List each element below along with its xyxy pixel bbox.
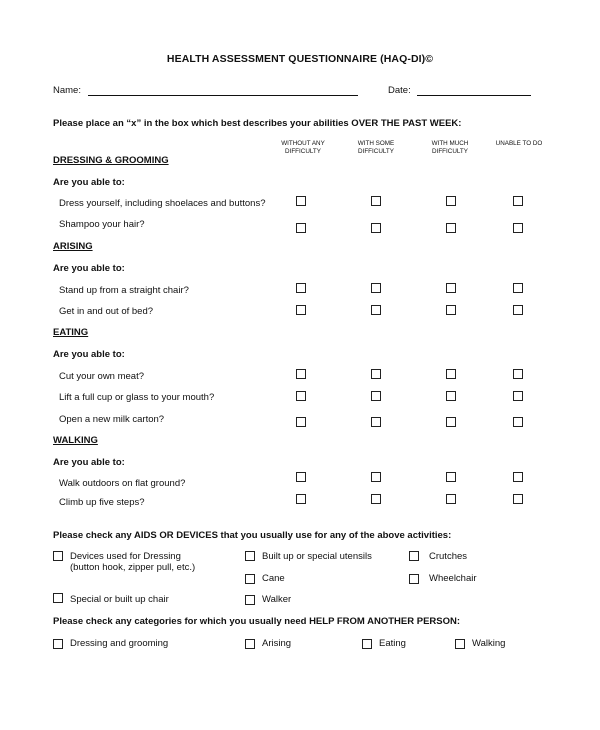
label-crutches: Crutches	[429, 551, 468, 562]
checkbox-much-difficulty[interactable]	[446, 283, 456, 293]
checkbox-without-difficulty[interactable]	[296, 391, 306, 401]
question-in-out-bed: Get in and out of bed?	[59, 306, 154, 317]
checkbox-help-walking[interactable]	[455, 639, 465, 649]
name-label: Name:	[53, 85, 81, 96]
checkbox-much-difficulty[interactable]	[446, 369, 456, 379]
question-shampoo-hair: Shampoo your hair?	[59, 219, 145, 230]
checkbox-without-difficulty[interactable]	[296, 494, 306, 504]
checkbox-some-difficulty[interactable]	[371, 305, 381, 315]
question-stand-up: Stand up from a straight chair?	[59, 285, 189, 296]
help-prompt: Please check any categories for which you usually need HELP FROM ANOTHER PERSON:	[53, 616, 461, 627]
aids-prompt: Please check any AIDS OR DEVICES that you usually use for any of the above activities:	[53, 530, 452, 541]
checkbox-cane[interactable]	[245, 574, 255, 584]
checkbox-much-difficulty[interactable]	[446, 494, 456, 504]
checkbox-without-difficulty[interactable]	[296, 305, 306, 315]
checkbox-unable[interactable]	[513, 494, 523, 504]
checkbox-some-difficulty[interactable]	[371, 472, 381, 482]
label-wheelchair: Wheelchair	[429, 573, 477, 584]
checkbox-without-difficulty[interactable]	[296, 283, 306, 293]
checkbox-much-difficulty[interactable]	[446, 196, 456, 206]
name-field[interactable]	[88, 95, 358, 96]
question-dress-yourself: Dress yourself, including shoelaces and buttons?	[59, 198, 266, 209]
question-lift-cup: Lift a full cup or glass to your mouth?	[59, 392, 215, 403]
section-prompt: Are you able to:	[53, 349, 125, 360]
checkbox-unable[interactable]	[513, 417, 523, 427]
checkbox-unable[interactable]	[513, 391, 523, 401]
checkbox-crutches[interactable]	[409, 551, 419, 561]
checkbox-walker[interactable]	[245, 595, 255, 605]
label-dressing-devices: Devices used for Dressing	[70, 551, 181, 562]
column-header-unable: UNABLE TO DO	[495, 140, 543, 147]
checkbox-some-difficulty[interactable]	[371, 196, 381, 206]
section-title-eating: EATING	[53, 327, 89, 338]
checkbox-much-difficulty[interactable]	[446, 391, 456, 401]
checkbox-some-difficulty[interactable]	[371, 417, 381, 427]
section-prompt: Are you able to:	[53, 457, 125, 468]
label-cane: Cane	[262, 573, 285, 584]
checkbox-dressing-devices[interactable]	[53, 551, 63, 561]
question-climb-steps: Climb up five steps?	[59, 497, 145, 508]
checkbox-much-difficulty[interactable]	[446, 417, 456, 427]
section-title-arising: ARISING	[53, 241, 93, 252]
checkbox-help-eating[interactable]	[362, 639, 372, 649]
section-title-walking: WALKING	[53, 435, 98, 446]
checkbox-utensils[interactable]	[245, 551, 255, 561]
section-prompt: Are you able to:	[53, 177, 125, 188]
checkbox-without-difficulty[interactable]	[296, 417, 306, 427]
page-title: HEALTH ASSESSMENT QUESTIONNAIRE (HAQ-DI)©	[166, 53, 434, 65]
checkbox-unable[interactable]	[513, 196, 523, 206]
checkbox-without-difficulty[interactable]	[296, 369, 306, 379]
checkbox-special-chair[interactable]	[53, 593, 63, 603]
checkbox-without-difficulty[interactable]	[296, 472, 306, 482]
checkbox-some-difficulty[interactable]	[371, 391, 381, 401]
section-prompt: Are you able to:	[53, 263, 125, 274]
date-label: Date:	[388, 85, 411, 96]
checkbox-some-difficulty[interactable]	[371, 223, 381, 233]
date-field[interactable]	[417, 95, 531, 96]
label-walker: Walker	[262, 594, 292, 605]
question-milk-carton: Open a new milk carton?	[59, 414, 165, 425]
question-walk-outdoors: Walk outdoors on flat ground?	[59, 478, 186, 489]
checkbox-some-difficulty[interactable]	[371, 283, 381, 293]
checkbox-help-dressing[interactable]	[53, 639, 63, 649]
checkbox-help-arising[interactable]	[245, 639, 255, 649]
checkbox-unable[interactable]	[513, 305, 523, 315]
checkbox-without-difficulty[interactable]	[296, 223, 306, 233]
checkbox-unable[interactable]	[513, 223, 523, 233]
label-utensils: Built up or special utensils	[262, 551, 372, 562]
checkbox-wheelchair[interactable]	[409, 574, 419, 584]
checkbox-unable[interactable]	[513, 283, 523, 293]
checkbox-unable[interactable]	[513, 472, 523, 482]
label-special-chair: Special or built up chair	[70, 594, 169, 605]
checkbox-much-difficulty[interactable]	[446, 472, 456, 482]
section-title-dressing: DRESSING & GROOMING	[53, 155, 169, 166]
instruction-text: Please place an “x” in the box which best describes your abilities OVER THE PAST WEEK:	[53, 118, 462, 129]
checkbox-much-difficulty[interactable]	[446, 223, 456, 233]
checkbox-much-difficulty[interactable]	[446, 305, 456, 315]
label-help-eating: Eating	[379, 638, 406, 649]
column-header-much-difficulty: WITH MUCH DIFFICULTY	[431, 140, 469, 155]
checkbox-unable[interactable]	[513, 369, 523, 379]
label-help-dressing: Dressing and grooming	[70, 638, 169, 649]
column-header-without-difficulty: WITHOUT ANY DIFFICULTY	[281, 140, 325, 155]
question-cut-meat: Cut your own meat?	[59, 371, 145, 382]
checkbox-some-difficulty[interactable]	[371, 369, 381, 379]
column-header-some-difficulty: WITH SOME DIFFICULTY	[357, 140, 395, 155]
label-dressing-devices-detail: (button hook, zipper pull, etc.)	[70, 562, 196, 573]
checkbox-some-difficulty[interactable]	[371, 494, 381, 504]
label-help-walking: Walking	[472, 638, 506, 649]
label-help-arising: Arising	[262, 638, 292, 649]
checkbox-without-difficulty[interactable]	[296, 196, 306, 206]
